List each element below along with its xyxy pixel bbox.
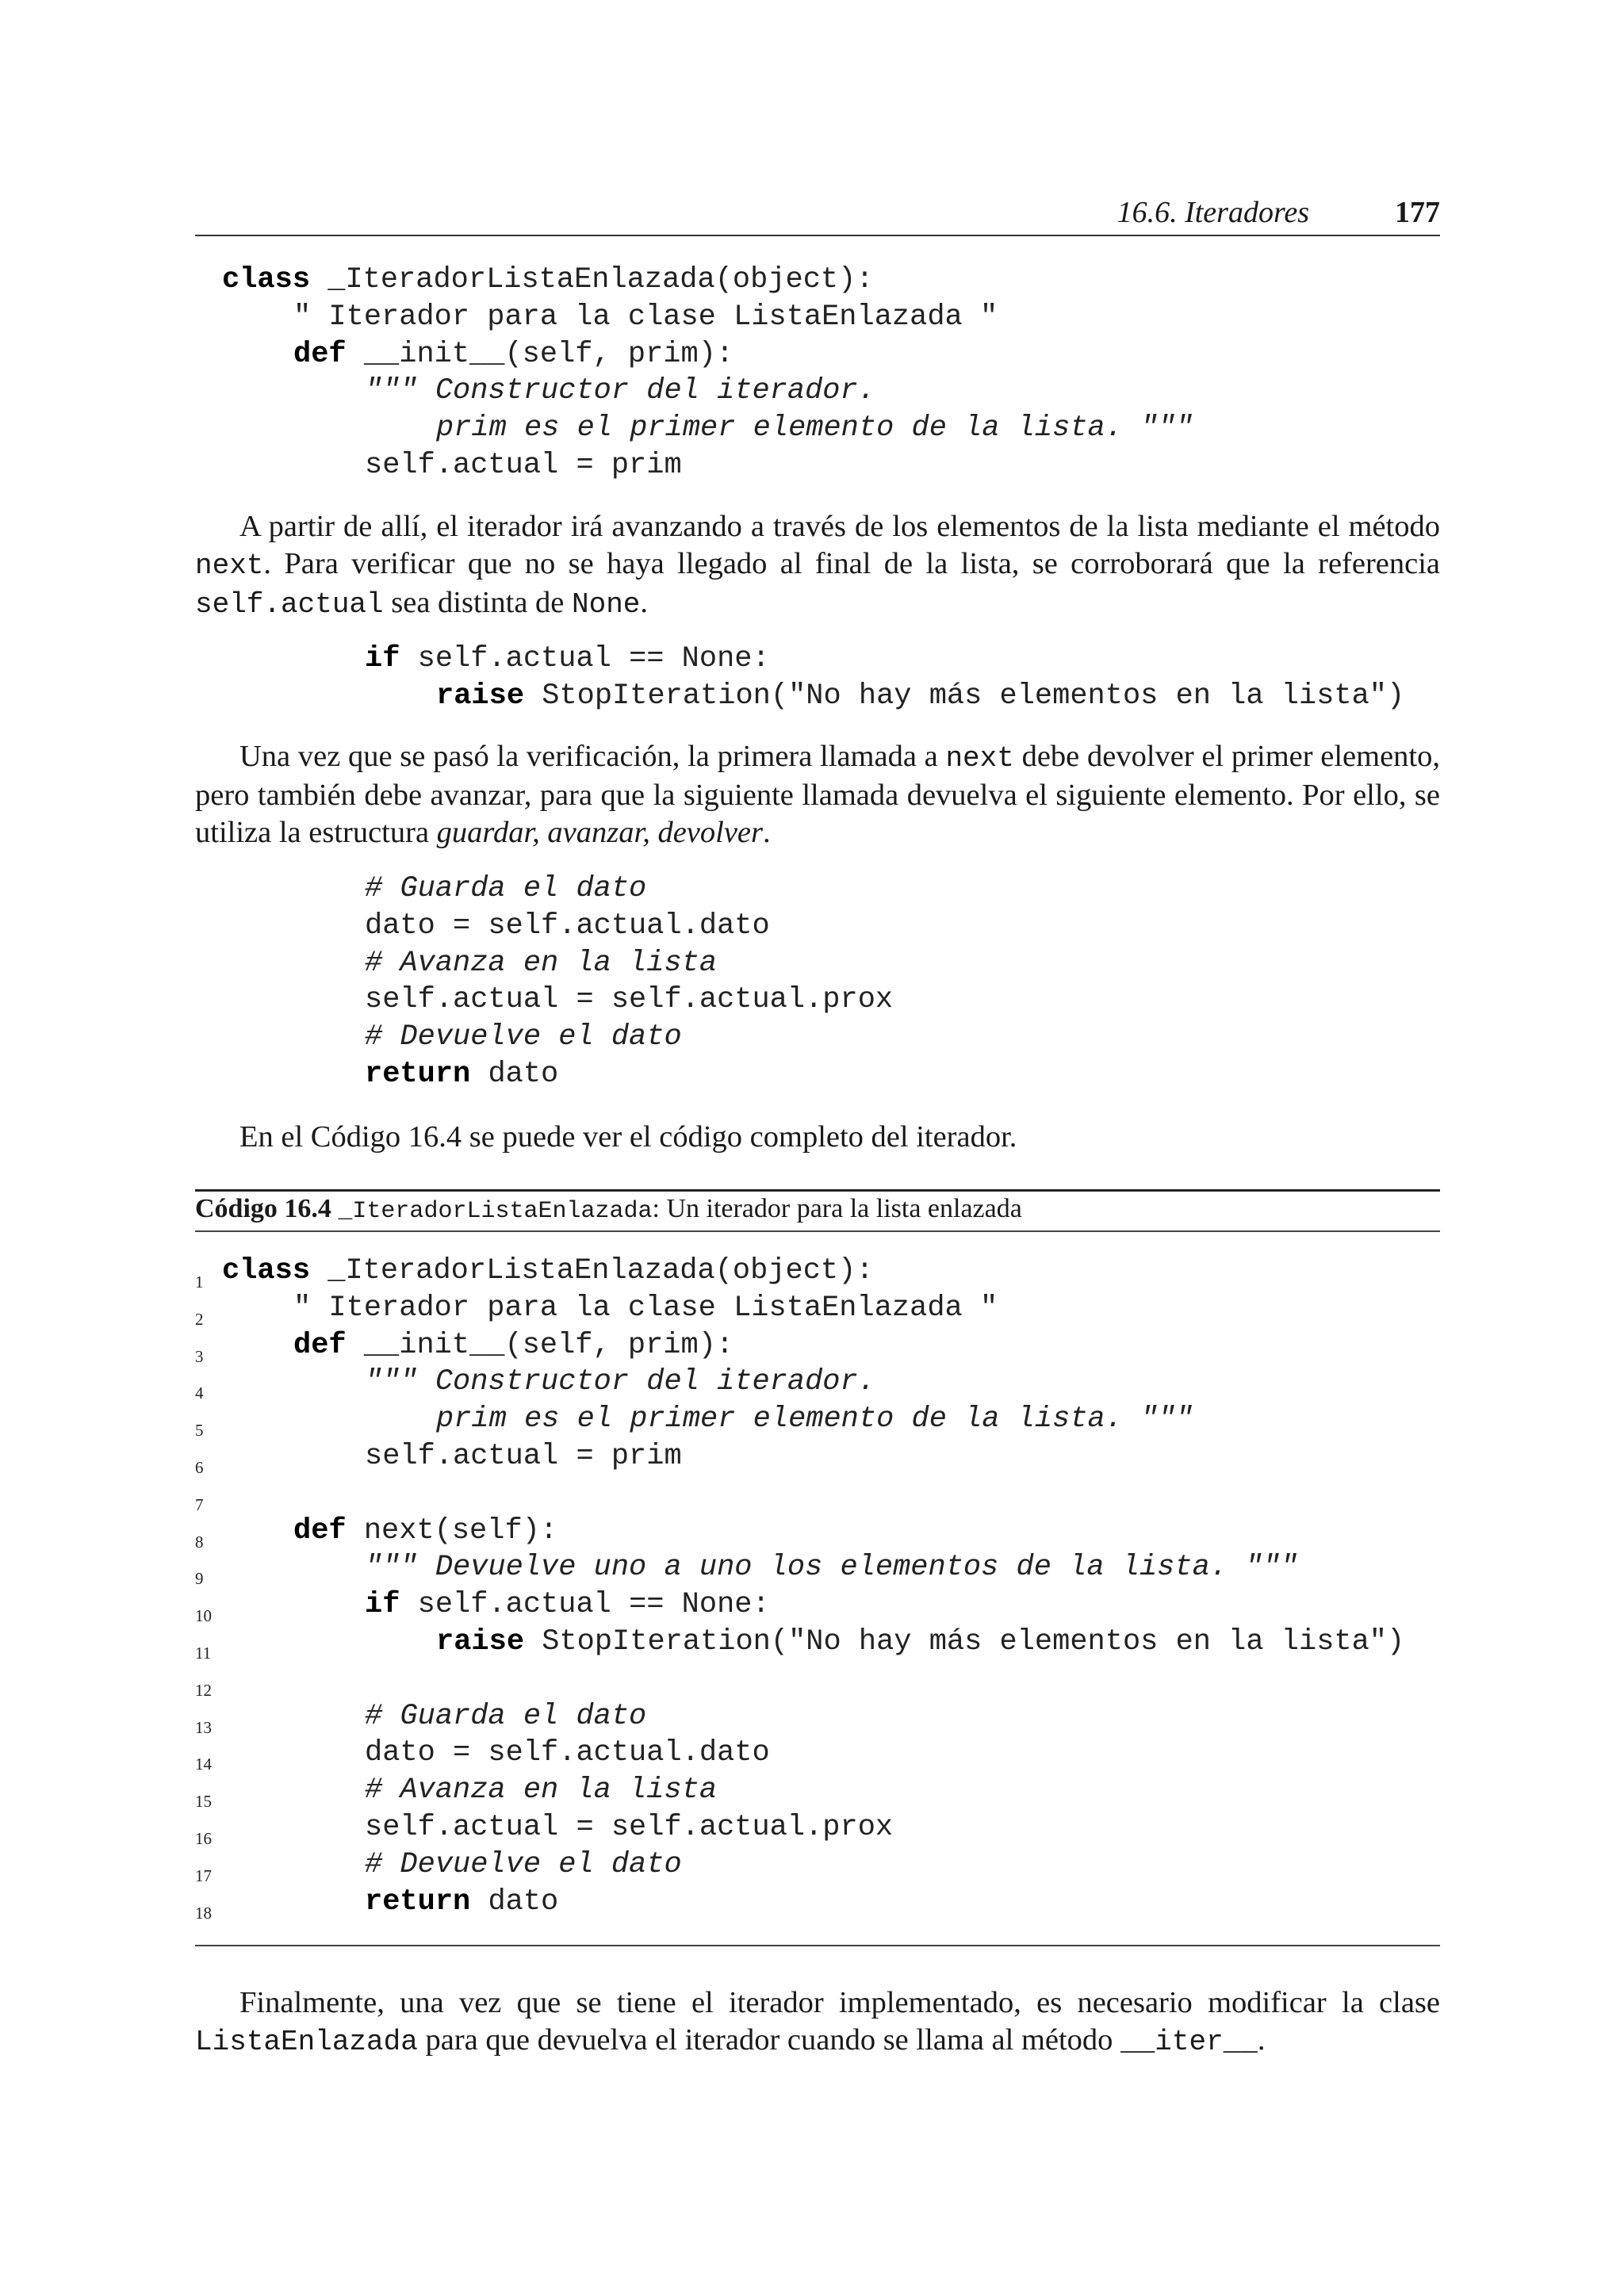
listing-caption [195,1194,1440,1227]
line-number: 4 [195,1383,204,1403]
code-text [222,262,874,299]
text-run: debe devolver el primer elemento, pero también debe avanzar, para que la siguiente llamada devuelva el siguiente elemento. Por ello, se utiliza la estructura [195,740,1440,849]
paragraph-reference-listing [195,1119,1440,1156]
paragraph-finalmente [195,1984,1440,2061]
text-run: Una vez que se pasó la verificación, la primera llamada a [239,740,946,773]
code-text [365,1056,558,1093]
listing-label: Código 16.4 [195,1194,331,1223]
code-keyword: def [293,1328,347,1362]
text-run: sea distinta de [383,586,572,619]
listing-end-rule [195,1945,1440,1946]
line-number: 15 [195,1792,212,1812]
text-run: . [763,816,771,849]
text-run: A partir de allí, el iterador irá avanzando a través de los elementos de la lista mediante el método [239,510,1440,543]
code-text [365,1698,646,1735]
running-header [195,195,1440,236]
code-keyword: if [365,642,400,675]
code-text [436,1401,1193,1438]
code-text [436,410,1193,447]
line-number: 7 [195,1494,204,1514]
code-text [293,299,998,336]
code-token: self.actual == None: [400,1588,770,1622]
code-keyword: def [293,1513,347,1548]
code-text [365,908,770,945]
code-token: self.actual = prim [365,448,682,482]
code-keyword: raise [436,1624,525,1659]
code-text [293,1513,557,1550]
inline-code: next [195,549,264,582]
text-run: En el Código 16.4 se puede ver el código completo del iterador. [239,1120,1017,1154]
code-text [293,1290,998,1327]
line-number: 5 [195,1421,204,1441]
line-number: 2 [195,1309,204,1329]
code-keyword: raise [436,679,525,713]
line-number: 9 [195,1569,204,1589]
line-number: 8 [195,1532,204,1552]
line-number: 16 [195,1828,212,1848]
inline-code: __iter__ [1120,2026,1258,2058]
code-text [365,447,682,484]
code-token: self.actual = prim [365,1439,682,1473]
code-text [436,678,1404,715]
code-keyword: def [293,337,347,371]
code-comment: prim es el primer elemento de la lista. """ [436,411,1193,446]
code-text [222,1253,874,1290]
code-comment: # Devuelve el dato [365,1020,682,1054]
inline-code: self.actual [195,588,384,621]
code-text [365,1846,682,1884]
code-token: StopIteration("No hay más elementos en la lista") [524,679,1405,713]
line-number: 3 [195,1346,204,1366]
code-text [293,1327,733,1364]
listing-description: : Un iterador para la lista enlazada [652,1194,1022,1223]
code-comment: # Avanza en la lista [365,1774,718,1808]
code-token: dato [470,1885,559,1919]
text-run: para que devuelva el iterador cuando se llama al método [417,2023,1121,2057]
code-comment: """ Constructor del iterador. [365,374,875,408]
code-keyword: return [365,1057,471,1091]
code-token: __init__(self, prim): [346,1328,734,1362]
code-text [365,945,717,982]
code-text [365,373,875,410]
line-number: 6 [195,1457,204,1477]
inline-code: None [572,588,641,621]
code-text [365,1809,893,1846]
line-number: 18 [195,1903,212,1923]
line-number: 13 [195,1717,212,1737]
code-text [365,1438,682,1475]
code-token: _IteradorListaEnlazada(object): [310,263,874,297]
line-number: 12 [195,1680,212,1700]
emphasis: guardar, avanzar, devolver [436,816,763,849]
code-keyword: if [365,1588,400,1622]
page-number: 177 [1395,196,1440,229]
paragraph-next-method [195,508,1440,623]
code-token: __init__(self, prim): [346,337,734,371]
text-run: Finalmente, una vez que se tiene el iterador implementado, es necesario modificar la clase [239,1986,1440,2019]
code-token: dato = self.actual.dato [365,909,770,943]
code-comment: # Avanza en la lista [365,946,718,980]
code-keyword: class [222,263,311,297]
code-comment: prim es el primer elemento de la lista. """ [436,1402,1193,1437]
code-token: dato = self.actual.dato [365,1736,770,1770]
text-run: . Para verificar que no se haya llegado al final de la lista, se corroborará que la referencia [263,547,1440,580]
inline-code: ListaEnlazada [195,2026,418,2058]
paragraph-guardar-avanzar [195,738,1440,851]
code-token: next(self): [346,1513,558,1548]
code-text [365,1772,717,1809]
code-comment: """ Constructor del iterador. [365,1365,875,1399]
text-run: . [640,586,649,619]
line-number: 17 [195,1866,212,1885]
code-token: " Iterador para la clase ListaEnlazada " [293,1291,998,1325]
code-text [365,1884,558,1921]
code-text [365,1019,682,1056]
code-token: dato [470,1057,559,1091]
code-token: self.actual == None: [400,642,770,675]
code-keyword: class [222,1254,311,1288]
code-token: StopIteration("No hay más elementos en la lista") [524,1624,1405,1659]
code-token: self.actual = self.actual.prox [365,983,894,1017]
code-text [365,1586,770,1624]
code-comment: """ Devuelve uno a uno los elementos de la lista. """ [365,1551,1298,1585]
code-text [293,336,733,373]
text-run: . [1257,2023,1266,2057]
code-text [365,982,893,1019]
line-number: 10 [195,1606,212,1626]
inline-code: next [945,742,1014,775]
code-text [365,641,770,678]
code-text [365,1364,875,1401]
code-token: self.actual = self.actual.prox [365,1810,894,1844]
caption-rule-bottom [195,1230,1440,1232]
line-number: 1 [195,1272,204,1292]
listing-code-name: _IteradorListaEnlazada [338,1198,653,1225]
code-text [436,1624,1404,1661]
line-number: 14 [195,1755,212,1774]
code-text [365,871,646,908]
code-comment: # Guarda el dato [365,872,647,905]
code-token: _IteradorListaEnlazada(object): [310,1254,874,1288]
caption-rule-top [195,1189,1440,1192]
code-text [365,1549,1298,1586]
code-comment: # Guarda el dato [365,1699,647,1733]
code-keyword: return [365,1885,471,1919]
code-token: " Iterador para la clase ListaEnlazada " [293,300,998,334]
code-comment: # Devuelve el dato [365,1847,682,1881]
section-title: 16.6. Iteradores [1116,196,1309,229]
code-text [365,1735,770,1772]
line-number: 11 [195,1643,212,1663]
